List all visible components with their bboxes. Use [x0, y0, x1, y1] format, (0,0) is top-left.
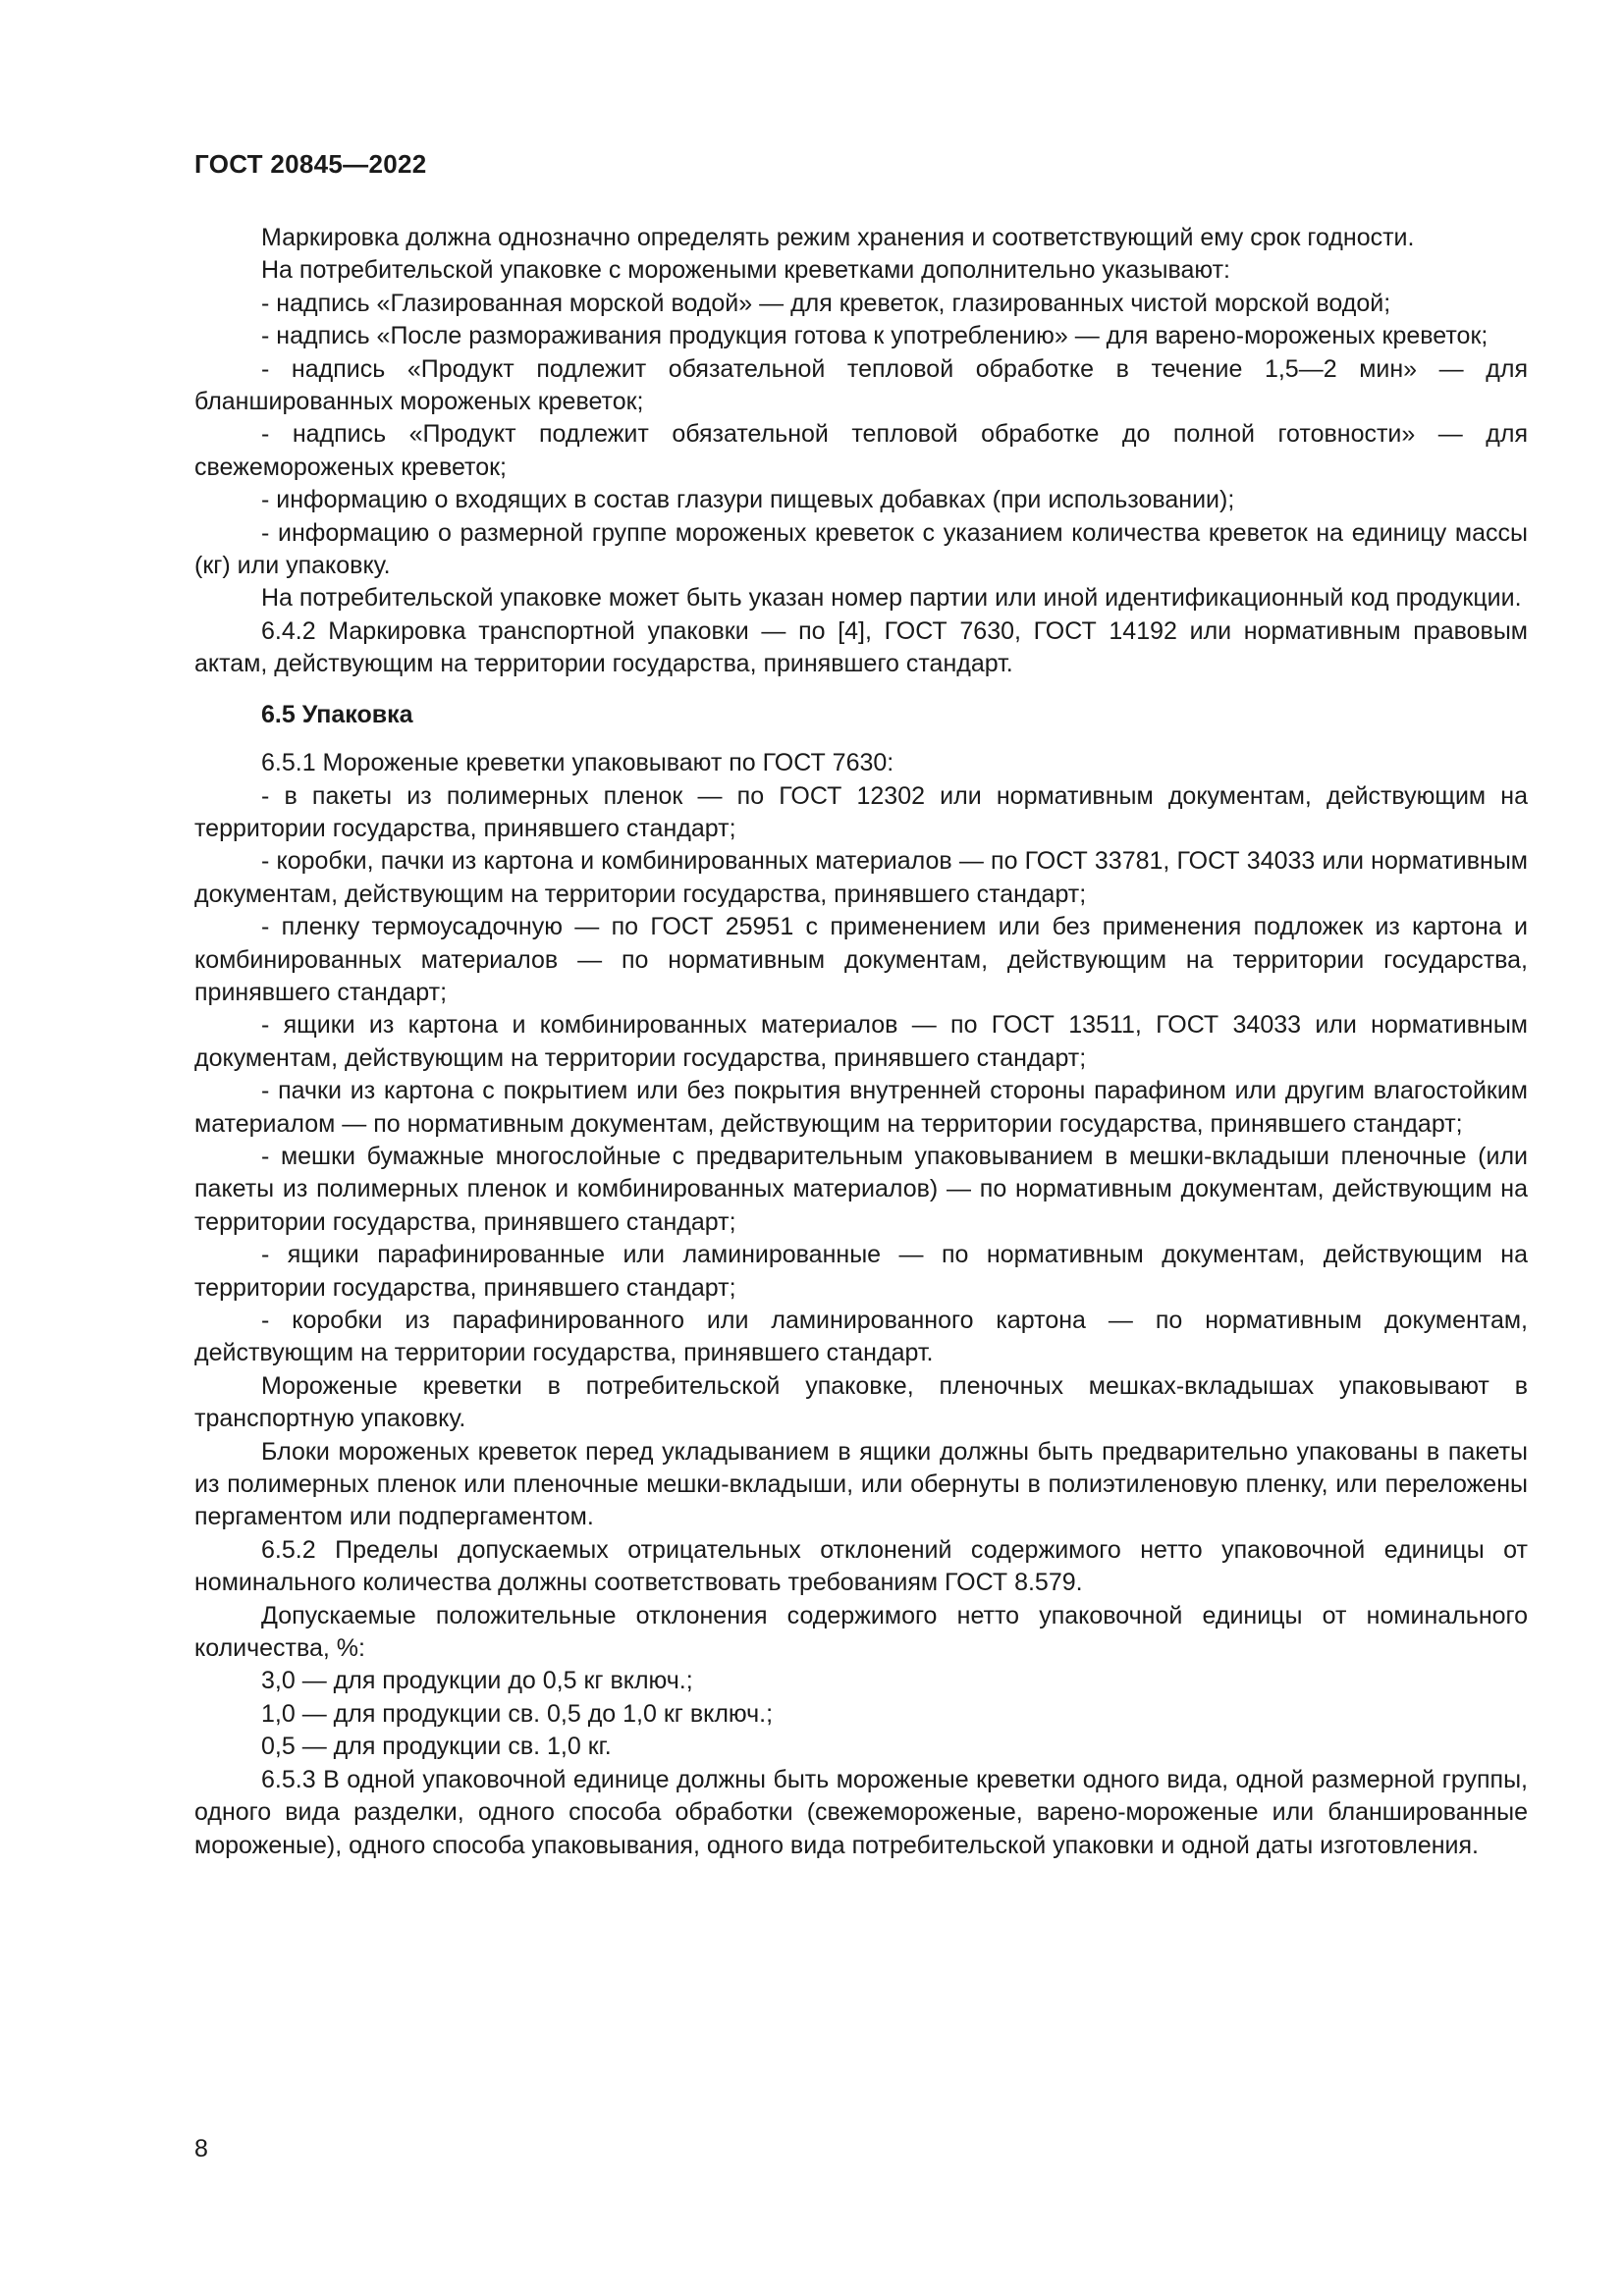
list-item: 0,5 — для продукции св. 1,0 кг.	[261, 1733, 612, 1761]
list-item: - информацию о размерной группе мороженых креветок с указанием количества креветок на единицу массы (кг) или упаковку.	[194, 518, 1528, 580]
paragraph: 6.4.2 Маркировка транспортной упаковки — по [4], ГОСТ 7630, ГОСТ 14192 или нормативным правовым актам, действующим на территории государства, принявшего стандарт.	[194, 616, 1528, 678]
list-item: - пачки из картона с покрытием или без покрытия внутренней стороны парафином или другим влагостойким материалом — по нормативным документам, действующим на территории государства, принявшего стандарт;	[194, 1077, 1528, 1138]
list-item: - коробки, пачки из картона и комбинированных материалов — по ГОСТ 33781, ГОСТ 34033 или нормативным документам, действующим на территории государства, принявшего стандарт;	[194, 847, 1528, 908]
paragraph: Маркировка должна однозначно определять режим хранения и соответствующий ему срок годности.	[261, 224, 1415, 251]
list-item: - надпись «После размораживания продукция готова к употреблению» — для варено-мороженых креветок;	[261, 322, 1489, 350]
paragraph: На потребительской упаковке может быть указан номер партии или иной идентификационный код продукции.	[261, 584, 1522, 613]
list-item: - пленку термоусадочную — по ГОСТ 25951 с применением или без применения подложек из картона и комбинированных материалов — по нормативным документам, действующим на территории государства, принявшего стандарт;	[194, 913, 1528, 1006]
document-body	[194, 222, 1528, 1862]
paragraph: 6.5.2 Пределы допускаемых отрицательных отклонений содержимого нетто упаковочной единицы от номинального количества должны соответствовать требованиям ГОСТ 8.579.	[194, 1535, 1528, 1597]
list-item: - ящики из картона и комбинированных материалов — по ГОСТ 13511, ГОСТ 34033 или нормативным документам, действующим на территории государства, принявшего стандарт;	[194, 1011, 1528, 1072]
paragraph: Мороженые креветки в потребительской упаковке, пленочных мешках-вкладышах упаковывают в транспортную упаковку.	[194, 1371, 1528, 1433]
page-number: 8	[194, 2135, 208, 2163]
paragraph: Блоки мороженых креветок перед укладыванием в ящики должны быть предварительно упакованы в пакеты из полимерных пленок или пленочные мешки-вкладыши, или обернуты в полиэтиленовую пленку, или переложены пергаментом или подпергаментом.	[194, 1437, 1528, 1531]
list-item: - надпись «Продукт подлежит обязательной тепловой обработке в течение 1,5—2 мин» — для бланшированных мороженых креветок;	[194, 354, 1528, 416]
list-item: - информацию о входящих в состав глазури пищевых добавках (при использовании);	[261, 486, 1235, 514]
list-item: 3,0 — для продукции до 0,5 кг включ.;	[261, 1667, 693, 1695]
list-item: - коробки из парафинированного или ламинированного картона — по нормативным документам, действующим на территории государства, принявшего стандарт.	[194, 1307, 1528, 1367]
document-page	[194, 0, 1528, 2296]
list-item: - надпись «Глазированная морской водой» — для креветок, глазированных чистой морской водой;	[261, 289, 1391, 317]
list-item: - мешки бумажные многослойные с предварительным упаковыванием в мешки-вкладыши пленочные (или пакеты из полимерных пленок и комбинированных материалов) — по нормативным документам, действующим на территории государства, принявшего стандарт;	[194, 1142, 1528, 1236]
paragraph: На потребительской упаковке с морожеными креветками дополнительно указывают:	[261, 256, 1230, 285]
section-heading: 6.5 Упаковка	[261, 700, 413, 728]
paragraph: Допускаемые положительные отклонения содержимого нетто упаковочной единицы от номинального количества, %:	[194, 1601, 1528, 1663]
paragraph: 6.5.1 Мороженые креветки упаковывают по ГОСТ 7630:	[261, 749, 894, 777]
list-item: - надпись «Продукт подлежит обязательной тепловой обработке до полной готовности» — для свежемороженых креветок;	[194, 420, 1528, 481]
list-item: - в пакеты из полимерных пленок — по ГОСТ 12302 или нормативным документам, действующим на территории государства, принявшего стандарт;	[194, 781, 1528, 842]
document-code-header: ГОСТ 20845—2022	[194, 149, 427, 179]
list-item: - ящики парафинированные или ламинированные — по нормативным документам, действующим на территории государства, принявшего стандарт;	[194, 1241, 1528, 1302]
list-item: 1,0 — для продукции св. 0,5 до 1,0 кг включ.;	[261, 1699, 774, 1728]
paragraph: 6.5.3 В одной упаковочной единице должны быть мороженые креветки одного вида, одной размерной группы, одного вида разделки, одного способа обработки (свежемороженые, варено-мороженые или бланшированные мороженые), одного способа упаковывания, одного вида потребительской упаковки и одной даты изготовления.	[194, 1765, 1528, 1859]
